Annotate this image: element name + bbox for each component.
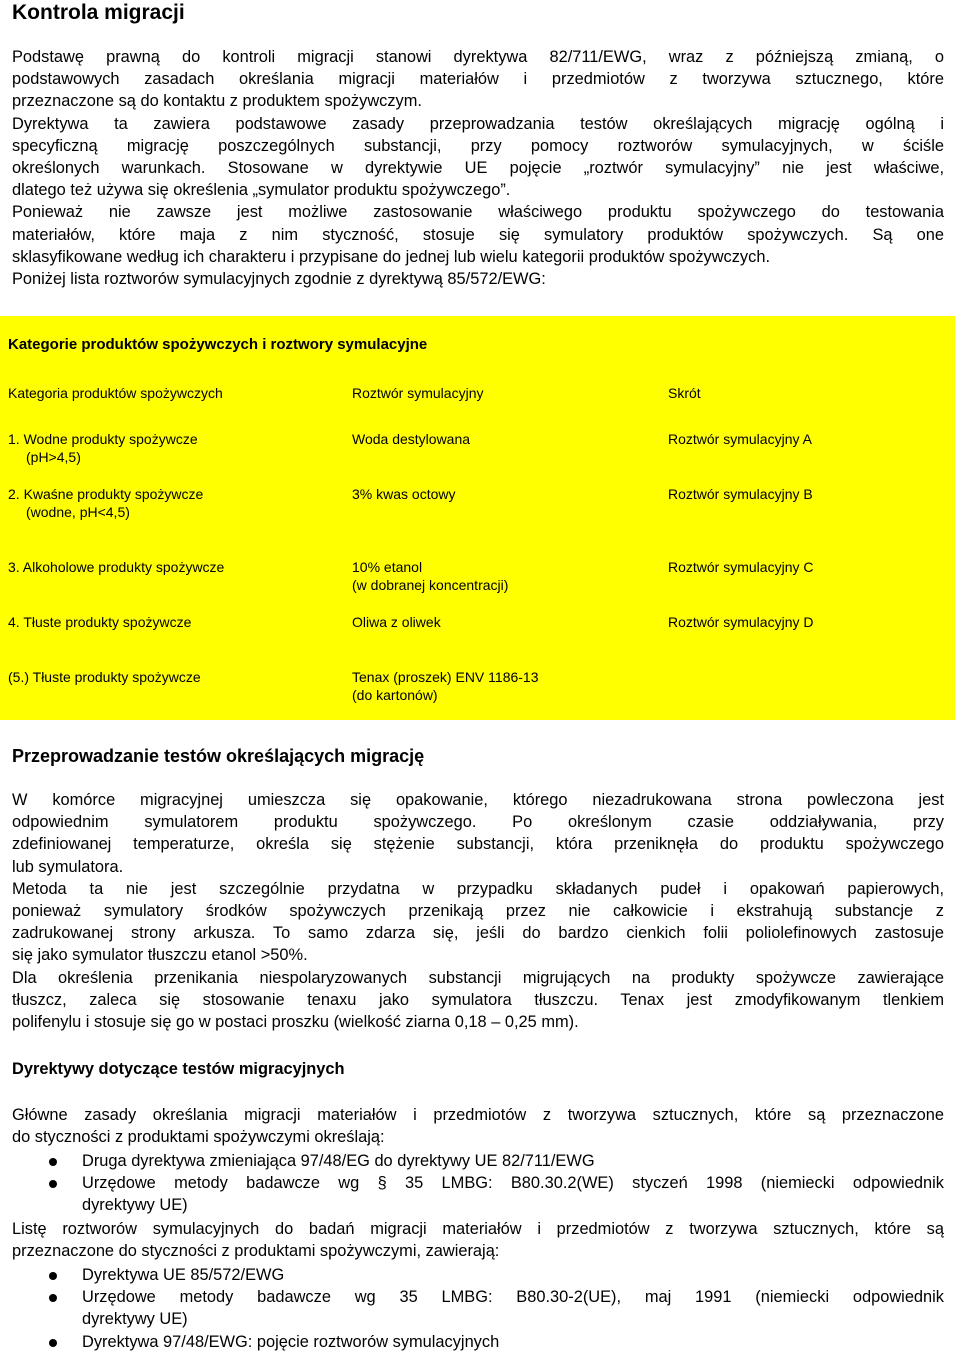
table-cell-solution-note: (w dobranej koncentracji)	[352, 577, 509, 593]
list-item-text: Urzędowe metody badawcze wg 35 LMBG: B80.30-2(UE), maj 1991 (niemiecki odpowiednik	[82, 1288, 944, 1307]
text-line: odpowiednim symulatorem produktu spożywczego. Po określonym czasie oddziaływania, przy	[12, 813, 944, 832]
text-line: lub symulatora.	[12, 857, 124, 876]
text-line: Listę roztworów symulacyjnych do badań migracji materiałów i przedmiotów z tworzywa sztucznych, które są	[12, 1220, 944, 1238]
bullet-icon	[49, 1158, 57, 1166]
bullet-icon	[49, 1180, 57, 1188]
intro-paragraph	[12, 46, 944, 290]
text-line: Dyrektywa ta zawiera podstawowe zasady przeprowadzania testów określających migrację ogólną i	[12, 114, 944, 133]
simulant-table-heading: Kategorie produktów spożywczych i roztwory symulacyjne	[8, 336, 428, 353]
text-line: określonych warunkach. Stosowane w dyrektywie UE pojęcie „roztwór symulacyjny” nie jest właściwe,	[12, 159, 944, 178]
column-header-category: Kategoria produktów spożywczych	[8, 385, 223, 401]
directives-intro	[12, 1104, 944, 1148]
list-item-text: Dyrektywa 97/48/EWG: pojęcie roztworów symulacyjnych	[82, 1332, 500, 1351]
list-item	[12, 1264, 944, 1286]
list-item-text: dyrektywy UE)	[82, 1196, 188, 1215]
list-item	[12, 1150, 944, 1172]
text-line: Ponieważ nie zawsze jest możliwe zastosowanie właściwego produktu spożywczego do testowania	[12, 203, 944, 222]
table-cell-abbr: Roztwór symulacyjny B	[668, 486, 813, 502]
column-header-abbr: Skrót	[668, 385, 701, 401]
table-cell-category-note: (pH>4,5)	[26, 449, 81, 465]
table-cell-solution: Oliwa z oliwek	[352, 614, 441, 630]
section-heading-testing: Przeprowadzanie testów określających migrację	[12, 746, 425, 766]
text-line: tłuszcz, zaleca się stosowanie tenaxu jako symulatora tłuszczu. Tenax jest zmodyfikowanym tlenkiem	[12, 990, 944, 1009]
text-line: sklasyfikowane według ich charakteru i przypisane do jednej lub wielu kategorii produktów spożywczych.	[12, 247, 770, 266]
text-line: się jako symulator tłuszczu etanol >50%.	[12, 946, 308, 965]
list-item-text: Dyrektywa UE 85/572/EWG	[82, 1266, 285, 1284]
table-cell-solution: Woda destylowana	[352, 431, 471, 447]
simulant-table-box	[0, 316, 955, 720]
text-line: polifenylu i stosuje się go w postaci proszku (wielkość ziarna 0,18 – 0,25 mm).	[12, 1013, 579, 1032]
table-cell-category: 2. Kwaśne produkty spożywcze	[8, 486, 204, 502]
table-cell-solution: 3% kwas octowy	[352, 486, 456, 502]
table-cell-category: 3. Alkoholowe produkty spożywcze	[8, 559, 225, 575]
list-item	[12, 1331, 944, 1353]
directives-middle	[12, 1218, 944, 1262]
table-cell-abbr: Roztwór symulacyjny D	[668, 614, 814, 630]
bullet-icon	[49, 1339, 57, 1347]
list-item-text: dyrektywy UE)	[82, 1310, 188, 1329]
table-cell-abbr: Roztwór symulacyjny A	[668, 431, 812, 447]
text-line: Dla określenia przenikania niespolaryzowanych substancji migrujących na produkty spożywcze zawierające	[12, 968, 944, 987]
table-cell-category: (5.) Tłuste produkty spożywcze	[8, 669, 201, 685]
table-cell-abbr: Roztwór symulacyjny C	[668, 559, 814, 575]
list-item-text: Urzędowe metody badawcze wg § 35 LMBG: B80.30.2(WE) styczeń 1998 (niemiecki odpowiednik	[82, 1174, 944, 1193]
text-line: Metoda ta nie jest szczególnie przydatna w przypadku składanych pudeł i opakowań papierowych,	[12, 879, 944, 898]
text-line: ponieważ symulatory środków spożywczych przenikają przez nie całkowicie i ekstrahują substancje z	[12, 902, 944, 921]
text-line: dlatego też używa się określenia „symulator produktu spożywczego”.	[12, 181, 511, 200]
column-header-solution: Roztwór symulacyjny	[352, 385, 484, 401]
text-line: zdefiniowanej temperaturze, określa się stężenie substancji, która przeniknęła do produktu spożywczego	[12, 835, 944, 854]
text-line: Główne zasady określania migracji materiałów i przedmiotów z tworzywa sztucznych, które są przeznaczone	[12, 1106, 944, 1124]
text-line: materiałów, które maja z nim styczność, stosuje się symulatory produktów spożywczych. Są one	[12, 225, 944, 244]
directives-list-1	[12, 1150, 944, 1217]
page-title: Kontrola migracji	[12, 1, 185, 24]
text-line: W komórce migracyjnej umieszcza się opakowanie, którego niezadrukowana strona powleczona jest	[12, 791, 944, 809]
directives-list-2	[12, 1264, 944, 1353]
text-line: podstawowych zasadach określania migracji materiałów i przedmiotów z tworzywa sztucznego, które	[12, 70, 944, 89]
table-cell-category-note: (wodne, pH<4,5)	[26, 504, 130, 520]
table-cell-category: 4. Tłuste produkty spożywcze	[8, 614, 192, 630]
text-line: przeznaczone do styczności z produktami spożywczymi, zawierają:	[12, 1242, 500, 1261]
table-cell-solution: 10% etanol	[352, 559, 423, 575]
bullet-icon	[49, 1294, 57, 1302]
testing-paragraph	[12, 789, 944, 1033]
text-line: do styczności z produktami spożywczymi określają:	[12, 1128, 385, 1147]
bullet-icon	[49, 1272, 57, 1280]
text-line: zadrukowanej strony arkusza. To samo zdarza się, jeśli do bardzo cienkich folii poliolefinowych zastosuje	[12, 924, 944, 943]
list-item	[12, 1172, 944, 1216]
text-line: Poniżej lista roztworów symulacyjnych zgodnie z dyrektywą 85/572/EWG:	[12, 270, 546, 289]
table-cell-category: 1. Wodne produkty spożywcze	[8, 431, 198, 447]
list-item	[12, 1286, 944, 1330]
text-line: Podstawę prawną do kontroli migracji stanowi dyrektywa 82/711/EWG, wraz z późniejszą zmianą, o	[12, 48, 944, 66]
table-cell-solution-note: (do kartonów)	[352, 687, 438, 703]
text-line: przeznaczone są do kontaktu z produktem spożywczym.	[12, 92, 422, 111]
text-line: specyficzną migrację poszczególnych substancji, przy pomocy roztworów symulacyjnych, w ściśle	[12, 136, 944, 155]
table-cell-solution: Tenax (proszek) ENV 1186-13	[352, 669, 539, 685]
list-item-text: Druga dyrektywa zmieniająca 97/48/EG do dyrektywy UE 82/711/EWG	[82, 1152, 595, 1170]
section-heading-directives: Dyrektywy dotyczące testów migracyjnych	[12, 1060, 345, 1078]
